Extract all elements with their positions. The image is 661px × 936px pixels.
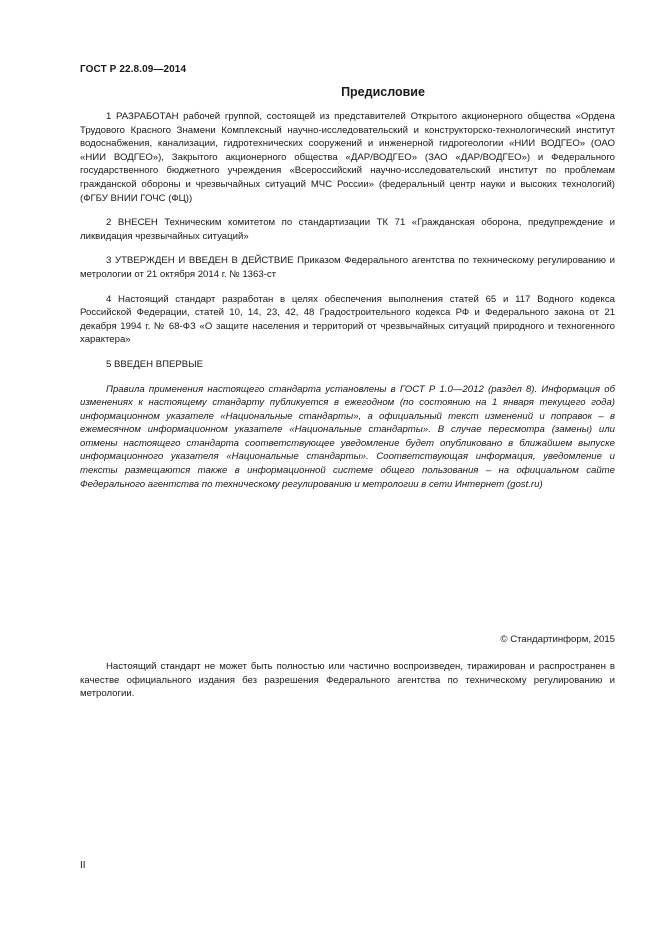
- preface-item-1: 1 РАЗРАБОТАН рабочей группой, состоящей из представителей Открытого акционерного общества «Ордена Трудового Красного Знамени Комплексный научно-исследовательский и конструкторско-технологический институт водоснабжения, канализации, гидротехнических сооружений и инженерной гидрогеологии «НИИ ВОДГЕО» (ОАО «НИИ ВОДГЕО»), Закрытого акционерного общества «ДАР/ВОДГЕО» (ЗАО «ДАР/ВОДГЕО») и Федерального государственного бюджетного учреждения «Всероссийский научно-исследовательский институт по проблемам гражданской обороны и чрезвычайных ситуаций МЧС России» (федеральный центр науки и высоких технологий) (ФГБУ ВНИИ ГОЧС (ФЦ)): [80, 111, 615, 204]
- rules-notice: Правила применения настоящего стандарта установлены в ГОСТ Р 1.0—2012 (раздел 8). Информация об изменениях к настоящему стандарту публикуется в ежегодном (по состоянию на 1 января текущего года) информационном указателе «Национальные стандарты», а официальный текст изменений и поправок – в ежемесячном информационном указателе «Национальные стандарты». В случае пересмотра (замены) или отмены настоящего стандарта соответствующее уведомление будет опубликовано в ближайшем выпуске информационного указателя «Национальные стандарты». Соответствующая информация, уведомление и тексты размещаются также в информационной системе общего пользования – на официальном сайте Федерального агентства по техническому регулированию и метрологии в сети Интернет (gost.ru): [80, 383, 615, 490]
- reproduction-notice: Настоящий стандарт не может быть полностью или частично воспроизведен, тиражирован и распространен в качестве официального издания без разрешения Федерального агентства по техническому регулированию и метрологии.: [80, 661, 615, 700]
- preface-body: [80, 110, 615, 502]
- preface-item-2: 2 ВНЕСЕН Техническим комитетом по стандартизации ТК 71 «Гражданская оборона, предупреждение и ликвидация чрезвычайных ситуаций»: [80, 217, 615, 242]
- standard-code: ГОСТ Р 22.8.09—2014: [80, 64, 187, 75]
- page-title: Предисловие: [341, 85, 425, 99]
- preface-item-5: 5 ВВЕДЕН ВПЕРВЫЕ: [106, 358, 204, 370]
- page-number: II: [80, 860, 86, 871]
- preface-item-4: 4 Настоящий стандарт разработан в целях обеспечения выполнения статей 65 и 117 Водного кодекса Российской Федерации, статей 10, 14, 23, 42, 48 Градостроительного кодекса РФ и Федерального закона от 21 декабря 1994 г. № 68-ФЗ «О защите населения и территорий от чрезвычайных ситуаций природного и техногенного характера»: [80, 293, 615, 346]
- preface-item-3: 3 УТВЕРЖДЕН И ВВЕДЕН В ДЕЙСТВИЕ Приказом Федерального агентства по техническому регулированию и метрологии от 21 октября 2014 г. № 1363-ст: [80, 255, 615, 280]
- copyright-line: © Стандартинформ, 2015: [500, 634, 615, 645]
